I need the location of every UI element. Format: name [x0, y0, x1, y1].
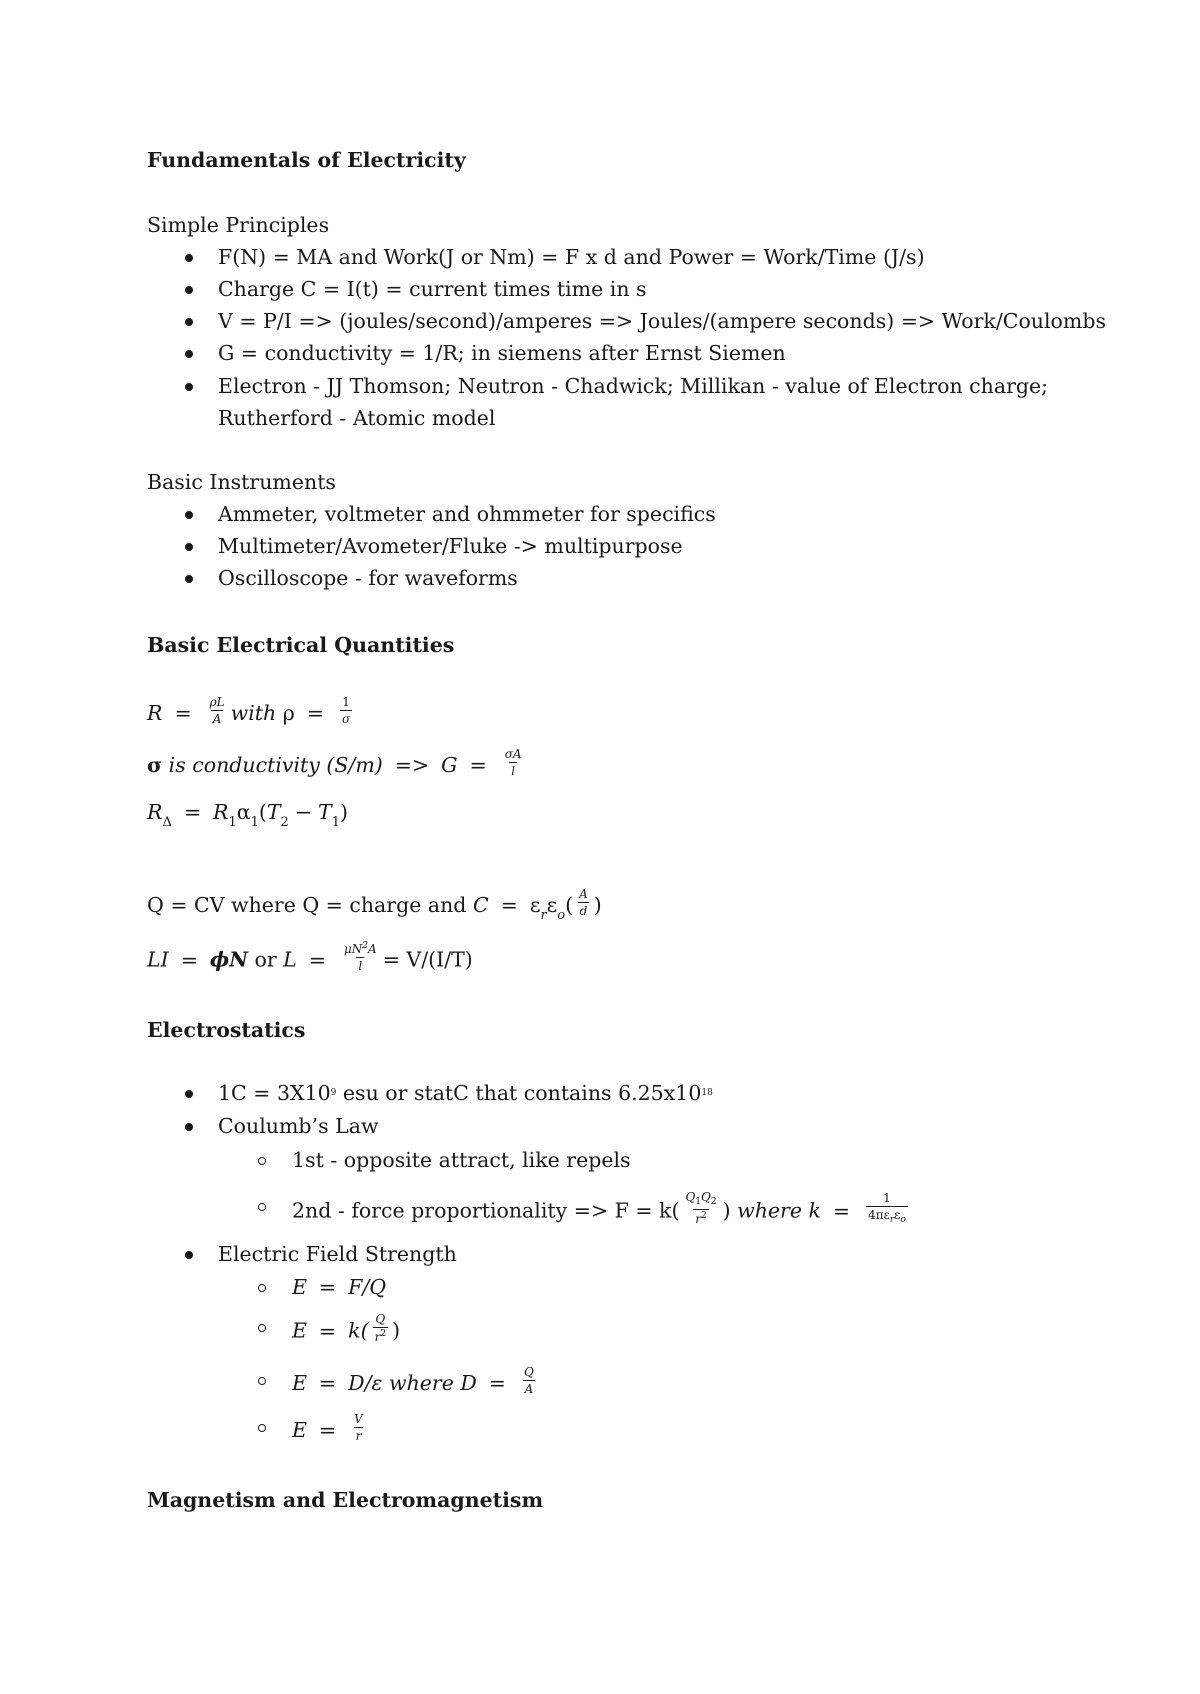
list-item: 1st - opposite attract, like repels — [292, 1148, 631, 1172]
sub-bullet-icon — [258, 1324, 266, 1332]
equation-capacitance: Q = CV where Q = charge and $C = \varepsilon_r\varepsilon_o$( $\frac{A}{d}$ ) — [147, 887, 602, 923]
list-item: Multimeter/Avometer/Fluke -> multipurpose — [218, 534, 683, 558]
sub-bullet-icon — [258, 1424, 266, 1432]
section-heading-electrical-quantities: Basic Electrical Quantities — [147, 633, 455, 657]
document-title: Fundamentals of Electricity — [147, 148, 466, 172]
equation-field-3: E = D/ε where D = $\frac{Q}{A}$ — [292, 1365, 534, 1396]
bullet-icon — [185, 511, 193, 519]
list-item: V = P/I => (joules/second)/amperes => Joules/(ampere seconds) => Work/Coulombs — [218, 309, 1106, 333]
sub-bullet-icon — [258, 1203, 266, 1211]
bullet-icon — [185, 1123, 193, 1131]
list-item: Electric Field Strength — [218, 1242, 457, 1266]
equation-inductance: LI = ϕN or L = $\frac{\mu N^2A}{l}$ = V/(I/T) — [147, 941, 473, 973]
bullet-icon — [185, 1090, 193, 1098]
bullet-icon — [185, 1251, 193, 1259]
list-item: Oscilloscope - for waveforms — [218, 566, 518, 590]
equation-resistance: R = $\frac{\rho L}{A}$ with ρ = $\frac{1}{\sigma}$ — [147, 695, 351, 726]
list-item: F(N) = MA and Work(J or Nm) = F x d and Power = Work/Time (J/s) — [218, 245, 925, 269]
list-item: Electron - JJ Thomson; Neutron - Chadwick; Millikan - value of Electron charge; — [218, 374, 1049, 398]
sub-bullet-icon — [258, 1284, 266, 1292]
bullet-icon — [185, 575, 193, 583]
section-heading-simple-principles: Simple Principles — [147, 213, 330, 237]
bullet-icon — [185, 383, 193, 391]
section-heading-electrostatics: Electrostatics — [147, 1018, 306, 1042]
list-item: G = conductivity = 1/R; in siemens after Ernst Siemen — [218, 341, 786, 365]
bullet-icon — [185, 543, 193, 551]
list-item: $1C = 3X10^9$ esu or statC that contains $6.25x10^{18}$ — [218, 1081, 713, 1105]
bullet-icon — [185, 286, 193, 294]
equation-field-2: E = k( $\frac{Q}{r^2}$ ) — [292, 1312, 401, 1344]
equation-temperature-coefficient: $R_\Delta = R_1\alpha_1(T_2 - T_1)$ — [147, 800, 348, 830]
list-item: Coulumb’s Law — [218, 1114, 379, 1138]
list-item-coulomb-force: 2nd - force proportionality => F = k( $\frac{Q_1Q_2}{r^2}$ ) where k = $\frac{1}{4\pi\varepsilon_r\varepsilon_o}$ — [292, 1190, 906, 1226]
section-heading-magnetism: Magnetism and Electromagnetism — [147, 1488, 544, 1512]
list-item: Ammeter, voltmeter and ohmmeter for specifics — [218, 502, 716, 526]
equation-field-1: E = F/Q — [292, 1275, 387, 1299]
bullet-icon — [185, 254, 193, 262]
section-heading-basic-instruments: Basic Instruments — [147, 470, 336, 494]
sub-bullet-icon — [258, 1157, 266, 1165]
equation-field-4: E = $\frac{V}{r}$ — [292, 1412, 363, 1443]
sub-bullet-icon — [258, 1377, 266, 1385]
bullet-icon — [185, 350, 193, 358]
equation-conductance: σ is conductivity (S/m) => G = $\frac{\sigma A}{l}$ — [147, 747, 522, 778]
list-item: Charge C = I(t) = current times time in s — [218, 277, 647, 301]
bullet-icon — [185, 318, 193, 326]
list-item-continuation: Rutherford - Atomic model — [218, 406, 496, 430]
